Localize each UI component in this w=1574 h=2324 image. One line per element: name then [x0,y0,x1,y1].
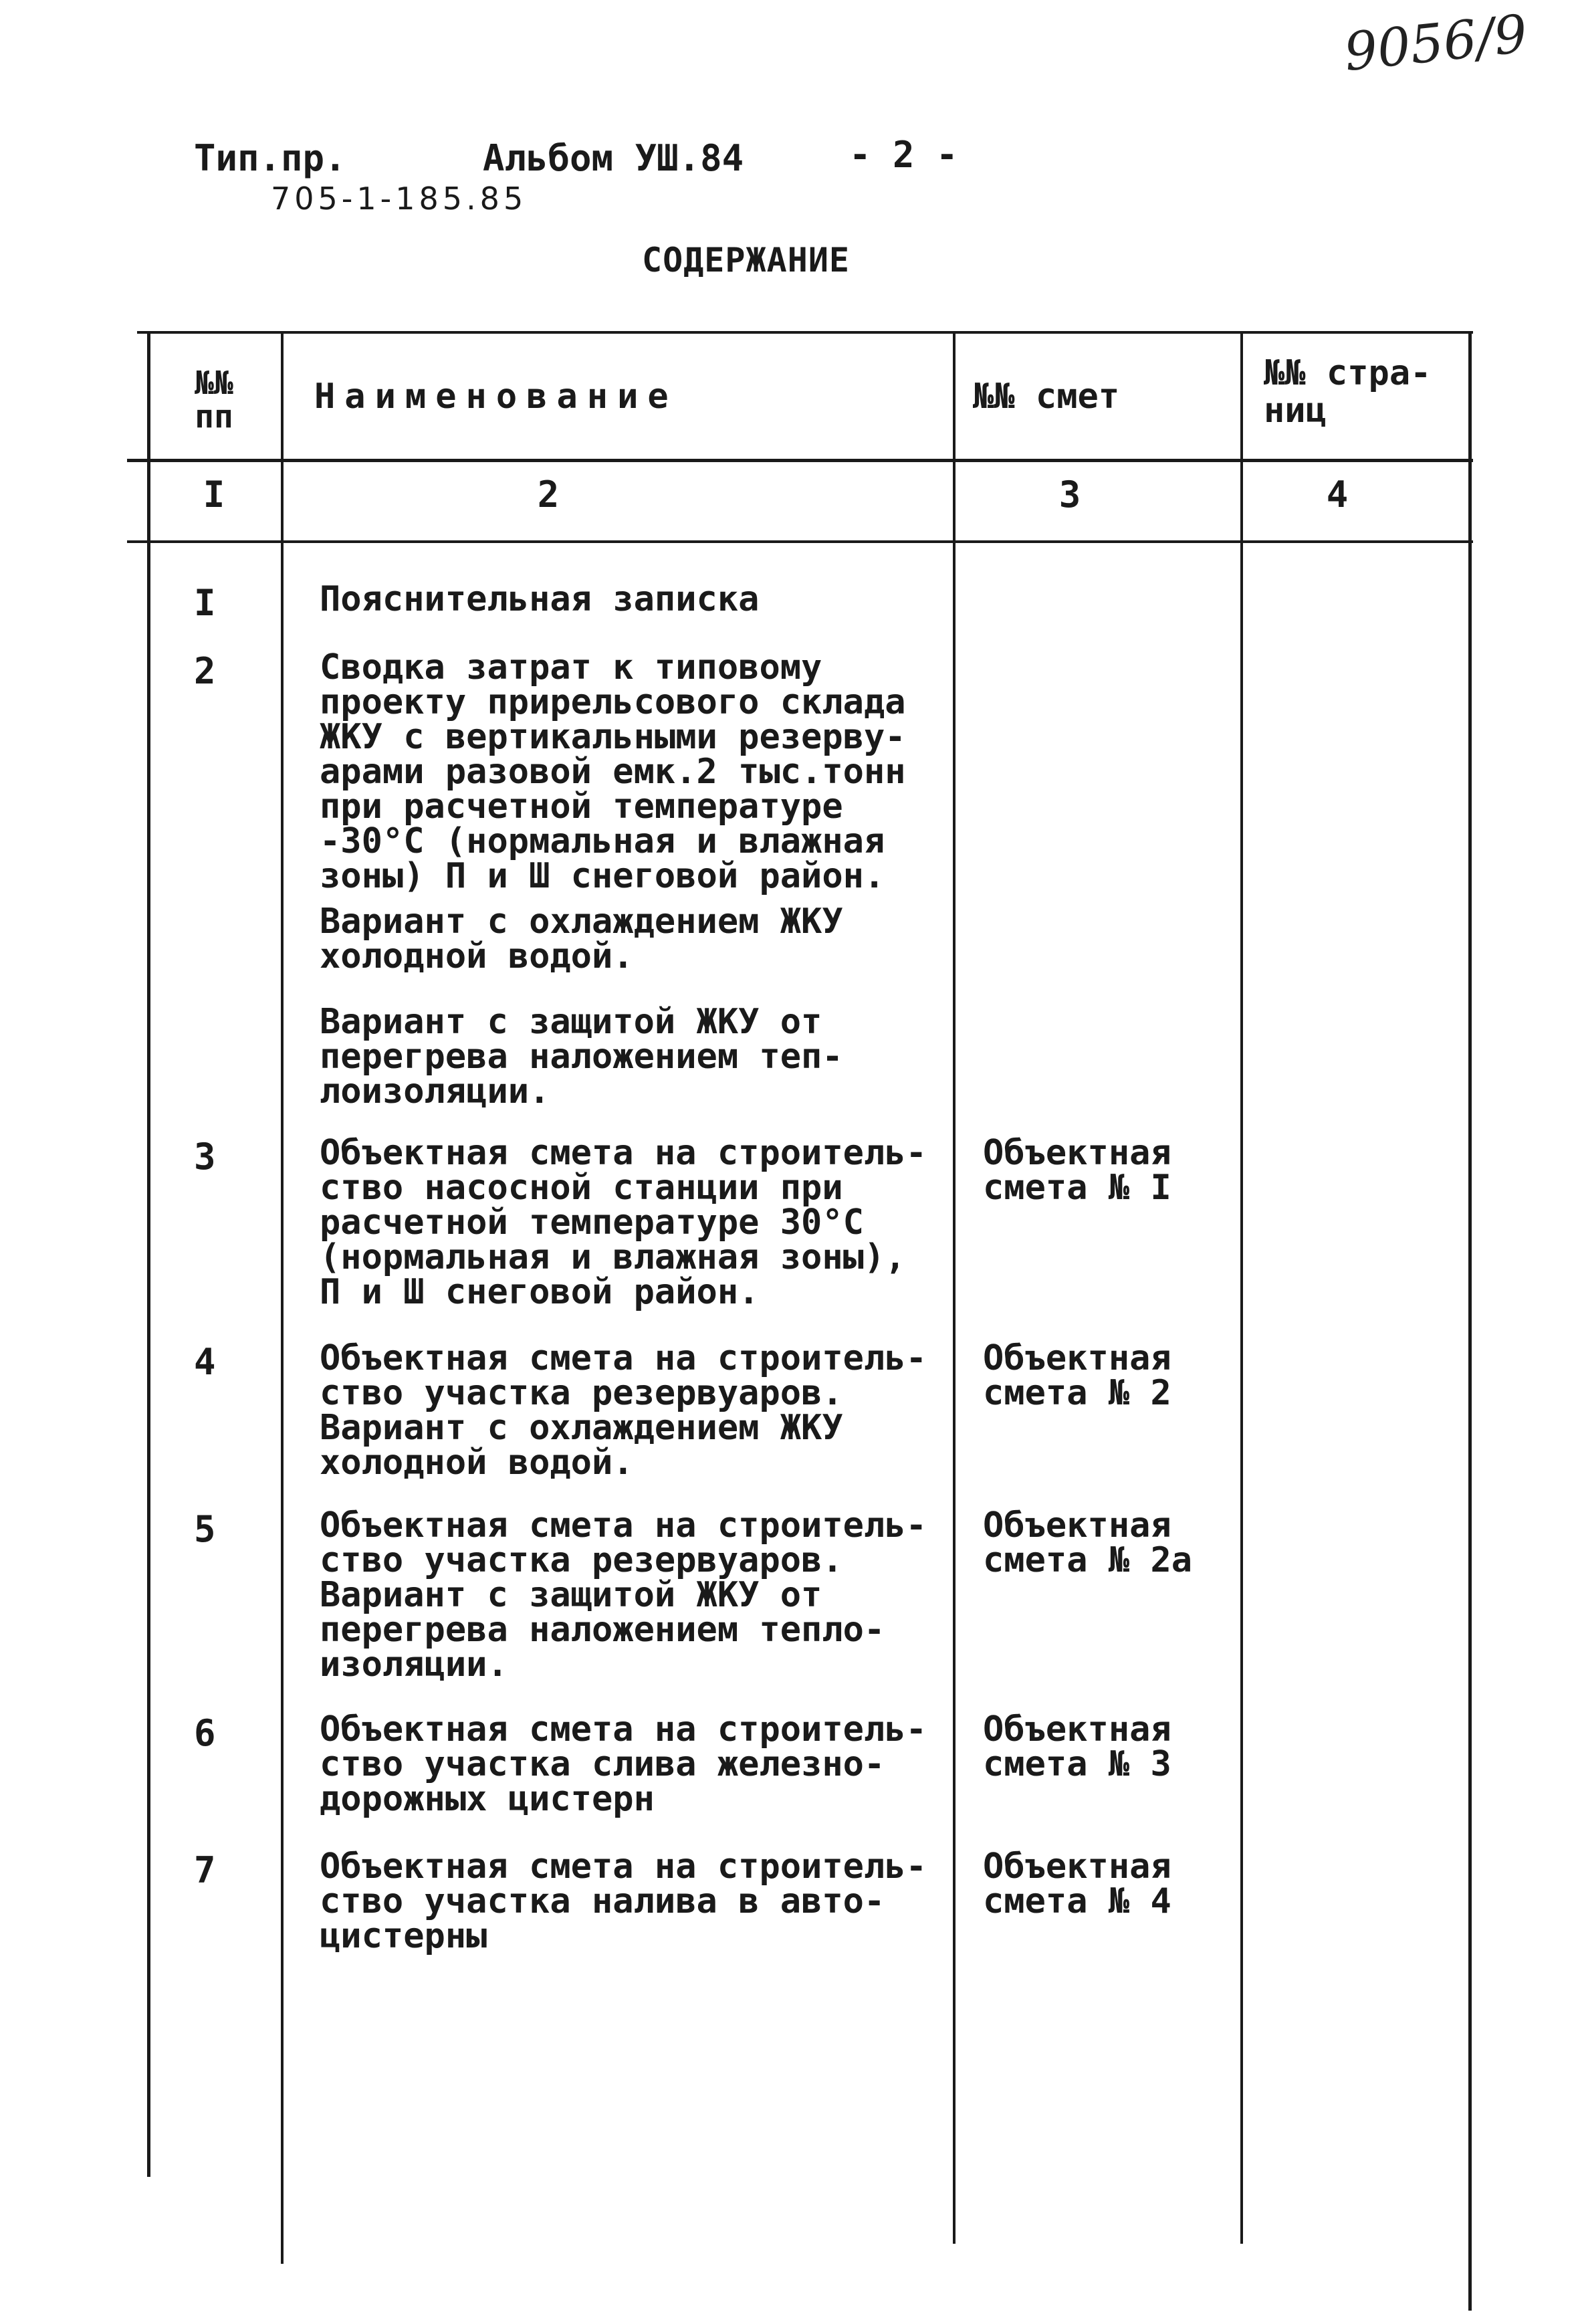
header-album: Альбом УШ.84 [483,137,744,179]
row-estimate: Объектная смета № I [983,1133,1171,1208]
table-column-divider [1240,331,1243,2244]
handwritten-archive-number: 9056/9 [1341,3,1531,84]
table-numbers-rule [127,540,1473,543]
table-column-divider [281,331,284,2264]
row-estimate: Объектная смета № 2а [983,1505,1193,1580]
column-number: I [203,473,225,516]
table-header-rule [127,459,1473,462]
row-name: Объектная смета на строитель- ство участка резервуаров. Вариант с охлаждением ЖКУ холодной водой. [320,1338,927,1483]
table-top-rule [137,331,1473,334]
row-name: Сводка затрат к типовому проекту прирельсового склада ЖКУ с вертикальными резерву- арами разовой емк.2 тыс.тонн при расчетной температуре -30°С (нормальная и влажная зоны) П и Ш снеговой район. [320,647,906,896]
row-number: I [194,582,216,624]
table-right-border [1468,331,1472,2311]
row-number: 4 [194,1341,216,1383]
row-name: Объектная смета на строитель- ство участка резервуаров. Вариант с защитой ЖКУ от перегрева наложением тепло- изоляции. [320,1505,927,1685]
row-estimate: Объектная смета № 4 [983,1846,1171,1921]
column-number: 4 [1326,473,1349,516]
row-estimate: Объектная смета № 2 [983,1338,1171,1413]
page-title: СОДЕРЖАНИЕ [642,241,851,280]
table-left-border [147,331,150,2177]
row-name: Объектная смета на строитель- ство участка слива железно- дорожных цистерн [320,1709,927,1819]
column-number: 2 [537,473,560,516]
row-number: 3 [194,1136,216,1178]
header-project-number: 705-1-185.85 [271,181,528,217]
row-variant: Вариант с защитой ЖКУ от перегрева наложением теп- лоизоляции. [320,1002,843,1112]
header-page-number: - 2 - [849,134,958,176]
column-header-estimate: №№ смет [973,377,1120,417]
column-number: 3 [1058,473,1081,516]
column-header-pages: №№ стра- ниц [1264,353,1432,431]
column-header-name: Наименование [314,377,678,417]
column-header-number: №№ пп [195,364,233,435]
row-name: Пояснительная записка [320,579,760,619]
row-number: 6 [194,1712,216,1754]
row-name: Объектная смета на строитель- ство насосной станции при расчетной температуре 30°С (нормальная и влажная зоны), П и Ш снеговой район. [320,1133,927,1312]
header-type-label: Тип.пр. [194,137,346,179]
row-number: 5 [194,1508,216,1550]
row-estimate: Объектная смета № 3 [983,1709,1171,1784]
row-number: 2 [194,650,216,692]
table-column-divider [953,331,955,2244]
row-variant: Вариант с охлаждением ЖКУ холодной водой. [320,902,843,976]
row-number: 7 [194,1849,216,1891]
row-name: Объектная смета на строитель- ство участка налива в авто- цистерны [320,1846,927,1956]
